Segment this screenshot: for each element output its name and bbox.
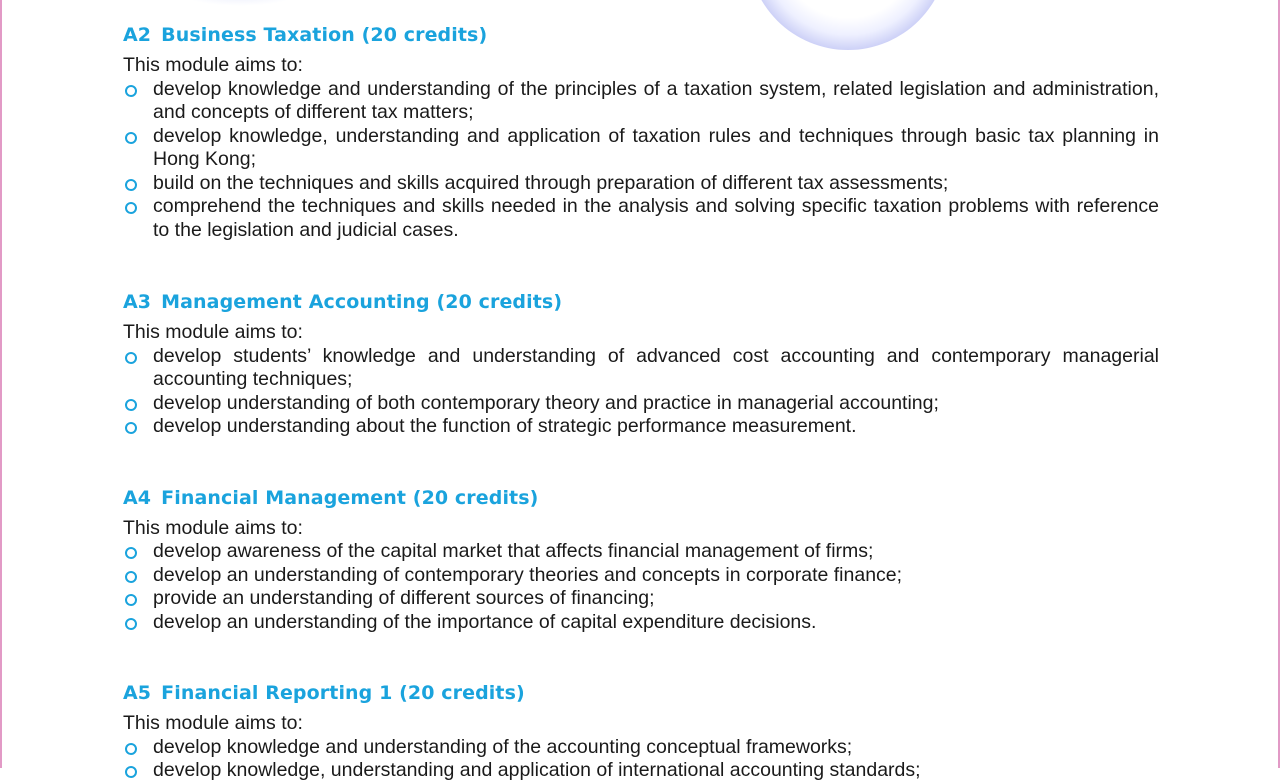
aim-item <box>123 736 1159 760</box>
module-heading <box>123 680 1159 706</box>
hollow-circle-bullet-icon <box>125 202 137 214</box>
hollow-circle-bullet-icon <box>125 85 137 97</box>
aim-item <box>123 611 1159 635</box>
section-spacer <box>123 242 1159 289</box>
aim-text: develop understanding about the function of strategic performance measurement. <box>153 415 857 437</box>
aims-list <box>123 78 1159 243</box>
hollow-circle-bullet-icon <box>125 547 137 559</box>
section-spacer <box>123 634 1159 680</box>
aim-item <box>123 195 1159 242</box>
aim-item <box>123 345 1159 392</box>
document-body <box>123 22 1159 783</box>
section-spacer <box>123 439 1159 485</box>
aims-list <box>123 345 1159 439</box>
hollow-circle-bullet-icon <box>125 422 137 434</box>
aim-item <box>123 415 1159 439</box>
aim-text: develop knowledge, understanding and application of international accounting standards; <box>153 759 921 781</box>
aim-item <box>123 78 1159 125</box>
aim-text: build on the techniques and skills acquired through preparation of different tax assessments; <box>153 171 949 194</box>
aims-list <box>123 540 1159 634</box>
aim-text: provide an understanding of different sources of financing; <box>153 587 655 609</box>
module-a4 <box>123 485 1159 635</box>
hollow-circle-bullet-icon <box>125 618 137 630</box>
hollow-circle-bullet-icon <box>125 399 137 411</box>
hollow-circle-bullet-icon <box>125 352 137 364</box>
module-title-text: Financial Management (20 credits) <box>161 486 539 509</box>
module-code: A5 <box>123 682 152 704</box>
module-code: A4 <box>123 486 152 509</box>
aim-text: develop knowledge and understanding of the principles of a taxation system, related legislation and administration, and concepts of different tax matters; <box>153 77 1159 123</box>
hollow-circle-bullet-icon <box>125 132 137 144</box>
module-intro: This module aims to: <box>123 516 303 539</box>
aim-item <box>123 392 1159 416</box>
module-intro: This module aims to: <box>123 321 303 343</box>
aim-item <box>123 564 1159 588</box>
page-border-left <box>0 0 2 768</box>
module-a2 <box>123 22 1159 242</box>
aim-item <box>123 759 1159 783</box>
module-intro: This module aims to: <box>123 54 303 76</box>
aim-text: develop an understanding of contemporary theories and concepts in corporate finance; <box>153 563 903 586</box>
hollow-circle-bullet-icon <box>125 594 137 606</box>
hollow-circle-bullet-icon <box>125 179 137 191</box>
aim-text: develop students’ knowledge and understanding of advanced cost accounting and contemporary managerial accounting techniques; <box>153 344 1159 390</box>
module-title-text: Management Accounting (20 credits) <box>161 291 563 313</box>
module-a3 <box>123 289 1159 439</box>
module-heading <box>123 289 1159 315</box>
module-code: A2 <box>123 24 152 46</box>
aim-text: comprehend the techniques and skills needed in the analysis and solving specific taxation problems with reference to the legislation and judicial cases. <box>153 195 1159 241</box>
module-a5 <box>123 680 1159 783</box>
aim-item <box>123 540 1159 564</box>
aim-item <box>123 125 1159 172</box>
hollow-circle-bullet-icon <box>125 571 137 583</box>
aim-text: develop knowledge, understanding and application of taxation rules and techniques through basic tax planning in Hong Kong; <box>153 124 1159 170</box>
module-title-text: Business Taxation (20 credits) <box>161 24 488 46</box>
aims-list <box>123 736 1159 783</box>
module-code: A3 <box>123 291 152 313</box>
aim-text: develop an understanding of the importance of capital expenditure decisions. <box>153 610 817 633</box>
decorative-glow-graphic <box>180 0 300 6</box>
aim-item <box>123 172 1159 196</box>
aim-item <box>123 587 1159 611</box>
aim-text: develop awareness of the capital market that affects financial management of firms; <box>153 540 874 562</box>
aim-text: develop knowledge and understanding of the accounting conceptual frameworks; <box>153 735 853 758</box>
module-title-text: Financial Reporting 1 (20 credits) <box>161 682 525 704</box>
module-intro: This module aims to: <box>123 712 303 734</box>
hollow-circle-bullet-icon <box>125 743 137 755</box>
module-heading <box>123 485 1159 511</box>
aim-text: develop understanding of both contemporary theory and practice in managerial accounting; <box>153 391 939 414</box>
module-heading <box>123 22 1159 48</box>
